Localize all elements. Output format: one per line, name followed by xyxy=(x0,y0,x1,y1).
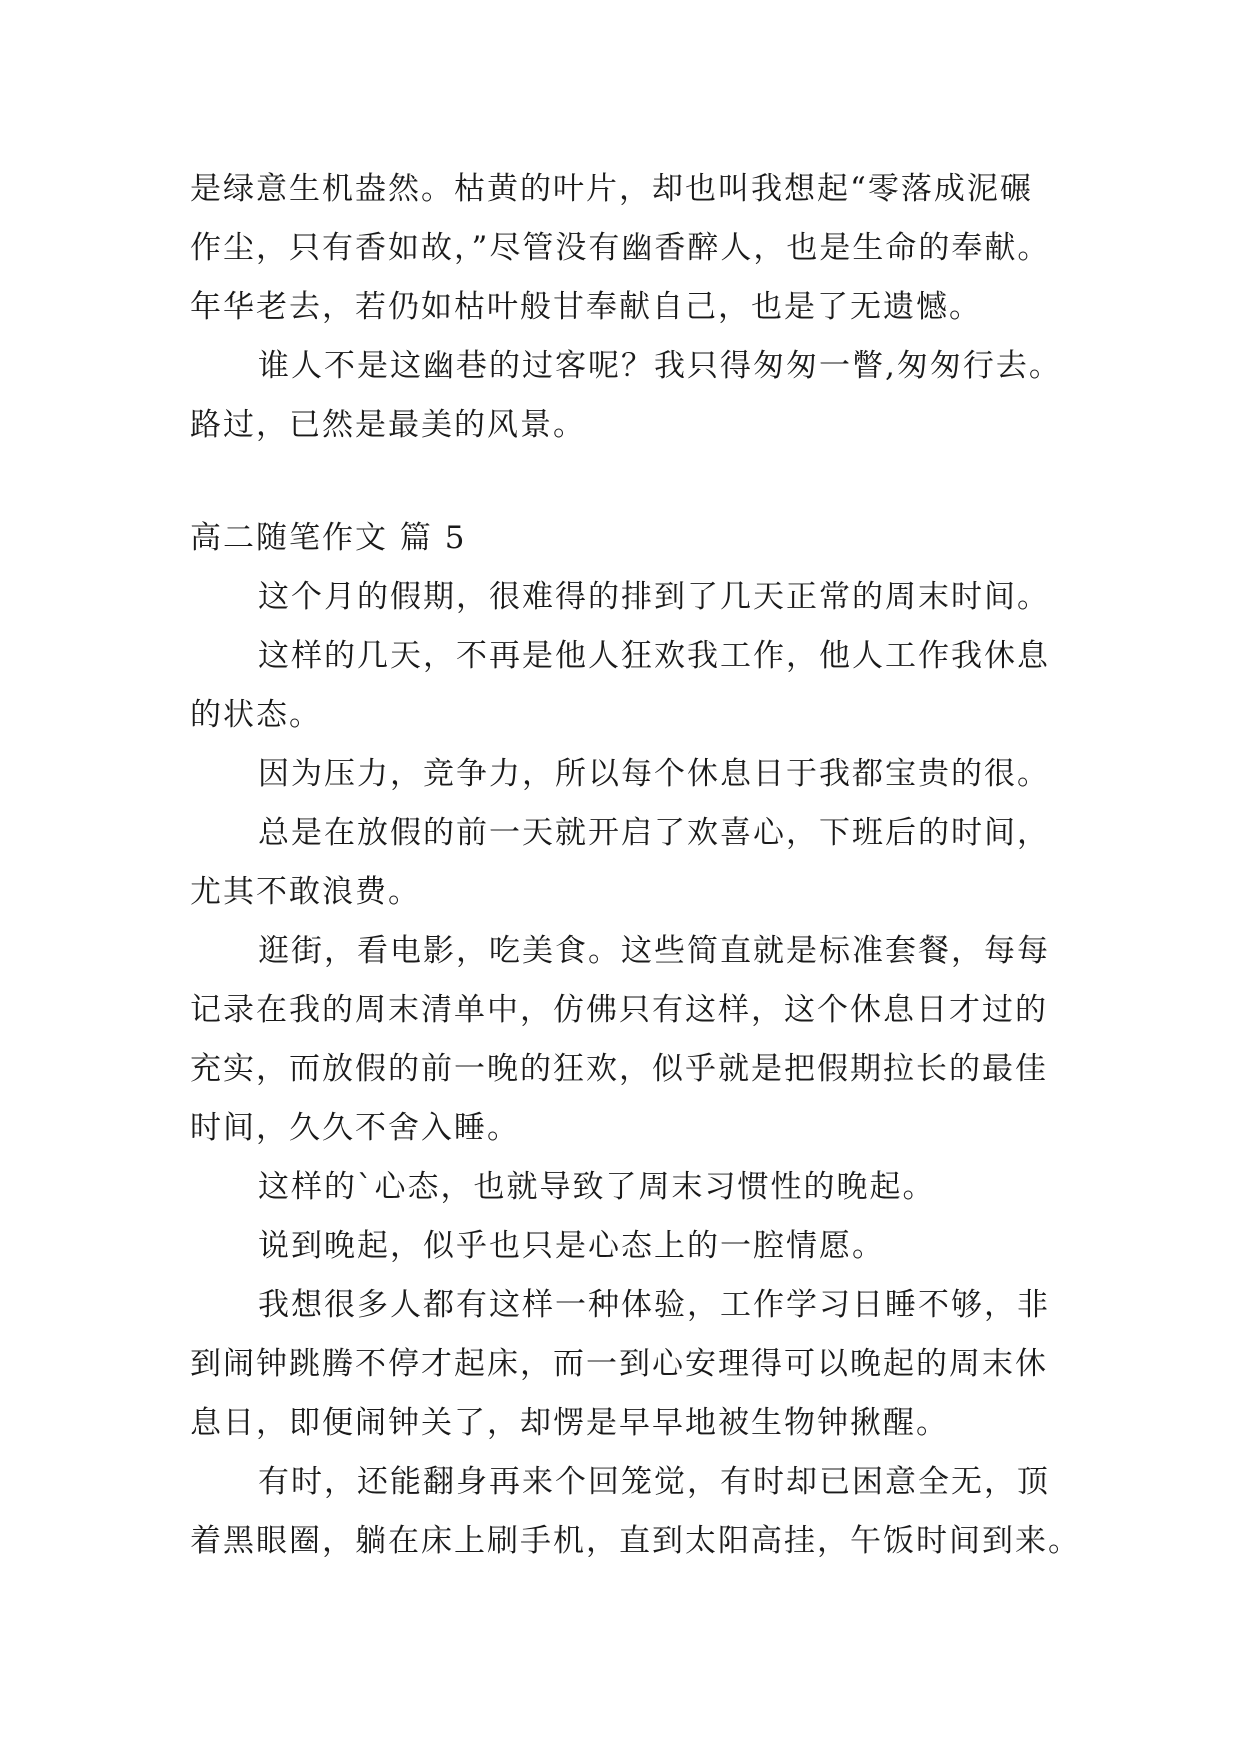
paragraph xyxy=(190,1453,1081,1571)
paragraph xyxy=(190,804,1050,922)
text-line: 时间，久久不舍入睡。 xyxy=(190,1110,520,1146)
text-line: 的状态。 xyxy=(190,697,322,733)
text-line: 这样的`心态，也就导致了周末习惯性的晚起。 xyxy=(258,1169,936,1205)
text-line: 年华老去，若仍如枯叶般甘奉献自己，也是了无遗憾。 xyxy=(190,289,982,325)
text-line: 是绿意生机盎然。枯黄的叶片，却也叫我想起“零落成泥碾 xyxy=(190,171,1033,207)
text-line: 逛街，看电影，吃美食。这些简直就是标准套餐，每每 xyxy=(258,933,1050,969)
text-line: 谁人不是这幽巷的过客呢？我只得匆匆一瞥,匆匆行去。 xyxy=(258,348,1062,384)
text-line: 说到晚起，似乎也只是心态上的一腔情愿。 xyxy=(258,1228,885,1264)
text-line: 到闹钟跳腾不停才起床，而一到心安理得可以晚起的周末休 xyxy=(190,1346,1048,1382)
text-line: 作尘，只有香如故，”尽管没有幽香醉人，也是生命的奉献。 xyxy=(190,230,1051,266)
paragraph xyxy=(190,337,1062,455)
text-line: 这样的几天，不再是他人狂欢我工作，他人工作我休息 xyxy=(258,638,1050,674)
text-line: 着黑眼圈，躺在床上刷手机，直到太阳高挂，午饭时间到来。 xyxy=(190,1523,1081,1559)
text-line: 这个月的假期，很难得的排到了几天正常的周末时间。 xyxy=(258,579,1050,615)
text-line: 因为压力，竞争力，所以每个休息日于我都宝贵的很。 xyxy=(258,756,1050,792)
paragraph xyxy=(190,922,1050,1158)
paragraph xyxy=(190,745,1050,804)
paragraph xyxy=(190,627,1050,745)
text-line: 我想很多人都有这样一种体验，工作学习日睡不够，非 xyxy=(258,1287,1050,1323)
text-line: 总是在放假的前一天就开启了欢喜心，下班后的时间， xyxy=(258,815,1050,851)
paragraph xyxy=(190,1217,1050,1276)
text-line: 充实，而放假的前一晚的狂欢，似乎就是把假期拉长的最佳 xyxy=(190,1051,1048,1087)
paragraph-continuation xyxy=(190,160,1050,337)
section-spacer xyxy=(190,455,1050,509)
paragraph xyxy=(190,568,1050,627)
paragraph xyxy=(190,1158,1050,1217)
text-line: 息日，即便闹钟关了，却愣是早早地被生物钟揪醒。 xyxy=(190,1405,949,1441)
text-line: 记录在我的周末清单中，仿佛只有这样，这个休息日才过的 xyxy=(190,992,1048,1028)
paragraph xyxy=(190,1276,1050,1453)
text-line: 路过，已然是最美的风景。 xyxy=(190,407,586,443)
document-body xyxy=(190,160,1081,1571)
section-title: 高二随笔作文 篇 5 xyxy=(190,520,467,556)
text-line: 尤其不敢浪费。 xyxy=(190,874,421,910)
text-line: 有时，还能翻身再来个回笼觉，有时却已困意全无，顶 xyxy=(258,1464,1050,1500)
